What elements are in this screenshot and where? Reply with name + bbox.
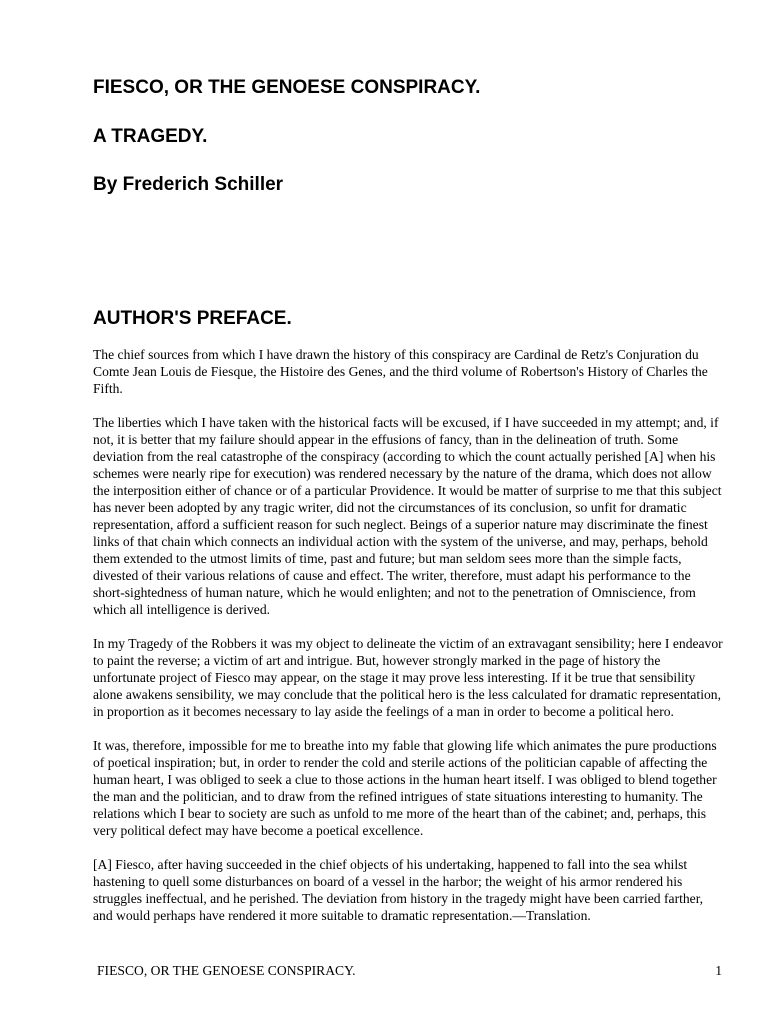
footer-running-title: FIESCO, OR THE GENOESE CONSPIRACY. bbox=[97, 963, 356, 978]
paragraph: The liberties which I have taken with the historical facts will be excused, if I have succeeded in my attempt; and, if not, it is better that my failure should appear in the effusions of fancy, than in the delineation of truth. Some deviation from the real catastrophe of the conspiracy (according to which the count actually perished [A] when his schemes were nearly ripe for execution) was rendered necessary by the nature of the drama, which does not allow the interposition either of chance or of a particular Providence. It would be matter of surprise to me that this subject has never been adopted by any tragic writer, did not the circumstances of its conclusion, so unfit for dramatic representation, afford a sufficient reason for such neglect. Beings of a superior nature may discriminate the finest links of that chain which connects an individual action with the system of the universe, and may, perhaps, behold them extended to the utmost limits of time, past and future; but man seldom sees more than the simple facts, divested of their various relations of cause and effect. The writer, therefore, must adapt his performance to the short-sightedness of human nature, which he would enlighten; and not to the penetration of Omniscience, from which all intelligence is derived. bbox=[93, 415, 722, 617]
paragraph: In my Tragedy of the Robbers it was my object to delineate the victim of an extravagant sensibility; here I endeavor to paint the reverse; a victim of art and intrigue. But, however strongly marked in the page of history the unfortunate project of Fiesco may appear, on the stage it may prove less interesting. If it be true that sensibility alone awakens sensibility, we may conclude that the political hero is the less calculated for dramatic representation, in proportion as it becomes necessary to lay aside the feelings of a man in order to become a political hero. bbox=[93, 636, 723, 719]
paragraph: The chief sources from which I have drawn the history of this conspiracy are Cardinal de Retz's Conjuration du Comte Jean Louis de Fiesque, the Histoire des Genes, and the third volume of Robertson's History of Charles the Fifth. bbox=[93, 347, 708, 396]
footer-page-number: 1 bbox=[715, 963, 722, 978]
document-subtitle: A TRAGEDY. bbox=[93, 126, 208, 147]
section-heading: AUTHOR'S PREFACE. bbox=[93, 308, 292, 329]
document-title: FIESCO, OR THE GENOESE CONSPIRACY. bbox=[93, 77, 481, 98]
footnote: [A] Fiesco, after having succeeded in the chief objects of his undertaking, happened to fall into the sea whilst hastening to quell some disturbances on board of a vessel in the harbor; the weight of his armor rendered his struggles ineffectual, and he perished. The deviation from history in the tragedy might have been carried farther, and would perhaps have rendered it more suitable to dramatic representation.—Translation. bbox=[93, 857, 704, 923]
document-author: By Frederich Schiller bbox=[93, 174, 284, 195]
paragraph: It was, therefore, impossible for me to breathe into my fable that glowing life which animates the pure productions of poetical inspiration; but, in order to render the cold and sterile actions of the politician capable of affecting the human heart, I was obliged to seek a clue to those actions in the human heart itself. I was obliged to blend together the man and the politician, and to draw from the refined intrigues of state situations interesting to humanity. The relations which I bear to society are such as unfold to me more of the heart than of the cabinet; and, perhaps, this very political defect may have become a poetical excellence. bbox=[93, 738, 717, 838]
body-text bbox=[93, 346, 723, 941]
